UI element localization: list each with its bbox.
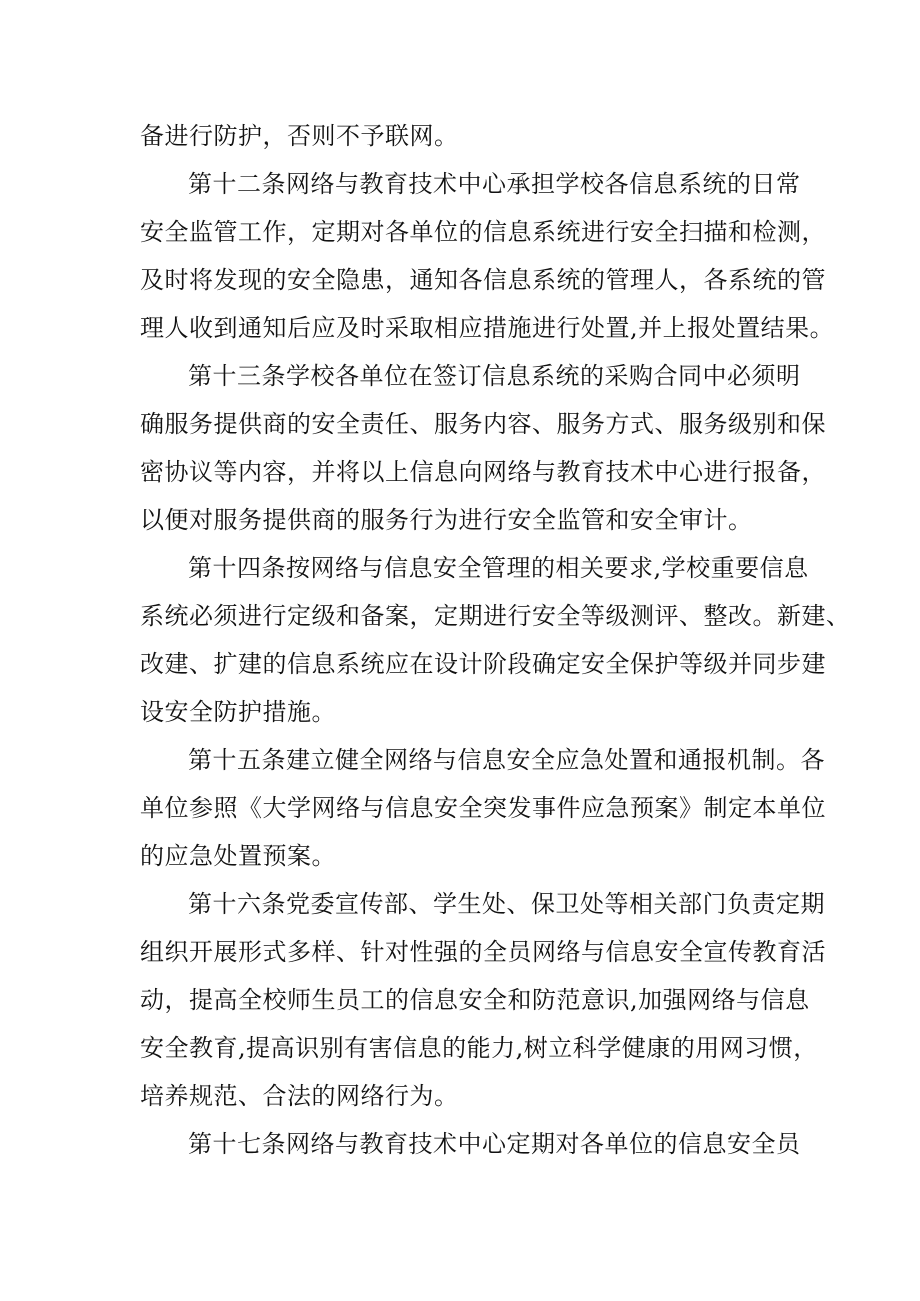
text-line: 确服务提供商的安全责任、服务内容、服务方式、服务级别和保 — [140, 410, 826, 438]
article-16-line: 第十六条党委宣传部、学生处、保卫处等相关部门负责定期 — [188, 890, 825, 918]
text-line: 动，提高全校师生员工的信息安全和防范意识,加强网络与信息 — [140, 986, 810, 1014]
text-line: 设安全防护措施。 — [140, 698, 336, 726]
text-line: 理人收到通知后应及时采取相应措施进行处置,并上报处置结果。 — [140, 314, 835, 342]
text-line: 安全监管工作，定期对各单位的信息系统进行安全扫描和检测， — [140, 218, 826, 246]
text-line: 以便对服务提供商的服务行为进行安全监管和安全审计。 — [140, 506, 753, 534]
text-line: 及时将发现的安全隐患，通知各信息系统的管理人，各系统的管 — [140, 266, 826, 294]
text-line: 改建、扩建的信息系统应在设计阶段确定安全保护等级并同步建 — [140, 650, 826, 678]
text-line: 培养规范、合法的网络行为。 — [140, 1082, 459, 1110]
text-line: 系统必须进行定级和备案，定期进行安全等级测评、整改。新建、 — [140, 602, 851, 630]
text-line: 密协议等内容，并将以上信息向网络与教育技术中心进行报备， — [140, 458, 826, 486]
article-14-line: 第十四条按网络与信息安全管理的相关要求,学校重要信息 — [188, 554, 809, 582]
text-line: 安全教育,提高识别有害信息的能力,树立科学健康的用网习惯， — [140, 1034, 818, 1062]
article-13-line: 第十三条学校各单位在签订信息系统的采购合同中必须明 — [188, 362, 801, 390]
article-15-line: 第十五条建立健全网络与信息安全应急处置和通报机制。各 — [188, 746, 825, 774]
text-line: 组织开展形式多样、针对性强的全员网络与信息安全宣传教育活 — [140, 938, 826, 966]
text-line: 的应急处置预案。 — [140, 842, 336, 870]
text-line: 备进行防护，否则不予联网。 — [140, 122, 459, 150]
article-12-line: 第十二条网络与教育技术中心承担学校各信息系统的日常 — [188, 170, 801, 198]
article-17-line: 第十七条网络与教育技术中心定期对各单位的信息安全员 — [188, 1130, 801, 1158]
text-line: 单位参照《大学网络与信息安全突发事件应急预案》制定本单位 — [140, 794, 826, 822]
